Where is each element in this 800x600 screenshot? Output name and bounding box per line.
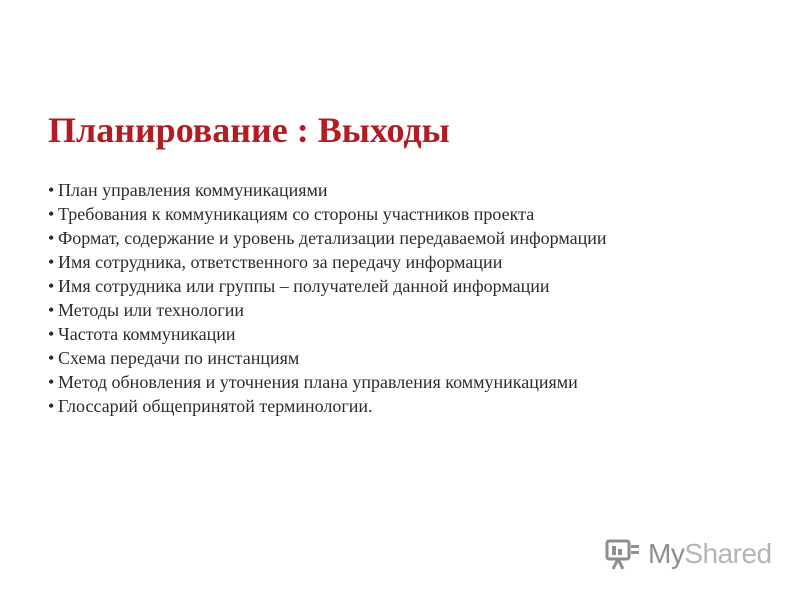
bullet-marker: •	[48, 348, 55, 368]
list-item	[48, 250, 648, 274]
bullet-marker: •	[48, 252, 55, 272]
list-item	[48, 322, 648, 346]
list-item-text: Частота коммуникации	[58, 324, 236, 344]
bullet-marker: •	[48, 180, 55, 200]
bullet-marker: •	[48, 324, 55, 344]
list-item-text: Имя сотрудника, ответственного за передачу информации	[58, 252, 503, 272]
presentation-board-icon	[604, 535, 642, 573]
list-item	[48, 394, 648, 418]
bullet-marker: •	[48, 300, 55, 320]
list-item-text: Требования к коммуникациям со стороны участников проекта	[58, 204, 535, 224]
bullet-marker: •	[48, 396, 55, 416]
list-item	[48, 298, 648, 322]
bullet-marker: •	[48, 372, 55, 392]
list-item	[48, 274, 648, 298]
list-item	[48, 370, 648, 394]
bullet-marker: •	[48, 228, 55, 248]
list-item-text: Схема передачи по инстанциям	[58, 348, 300, 368]
bullet-marker: •	[48, 276, 55, 296]
list-item-text: Формат, содержание и уровень детализации передаваемой информации	[58, 228, 607, 248]
list-item	[48, 202, 648, 226]
bullet-list	[48, 178, 648, 418]
list-item-text: Имя сотрудника или группы – получателей данной информации	[58, 276, 550, 296]
slide-title: Планирование : Выходы	[48, 110, 450, 150]
list-item-text: Методы или технологии	[58, 300, 245, 320]
list-item-text: Глоссарий общепринятой терминологии.	[58, 396, 373, 416]
bullet-marker: •	[48, 204, 55, 224]
watermark-logo	[604, 534, 772, 574]
watermark-text: MyShared	[648, 538, 772, 569]
list-item	[48, 178, 648, 202]
list-item-text: План управления коммуникациями	[58, 180, 328, 200]
list-item	[48, 346, 648, 370]
list-item	[48, 226, 648, 250]
list-item-text: Метод обновления и уточнения плана управления коммуникациями	[58, 372, 578, 392]
